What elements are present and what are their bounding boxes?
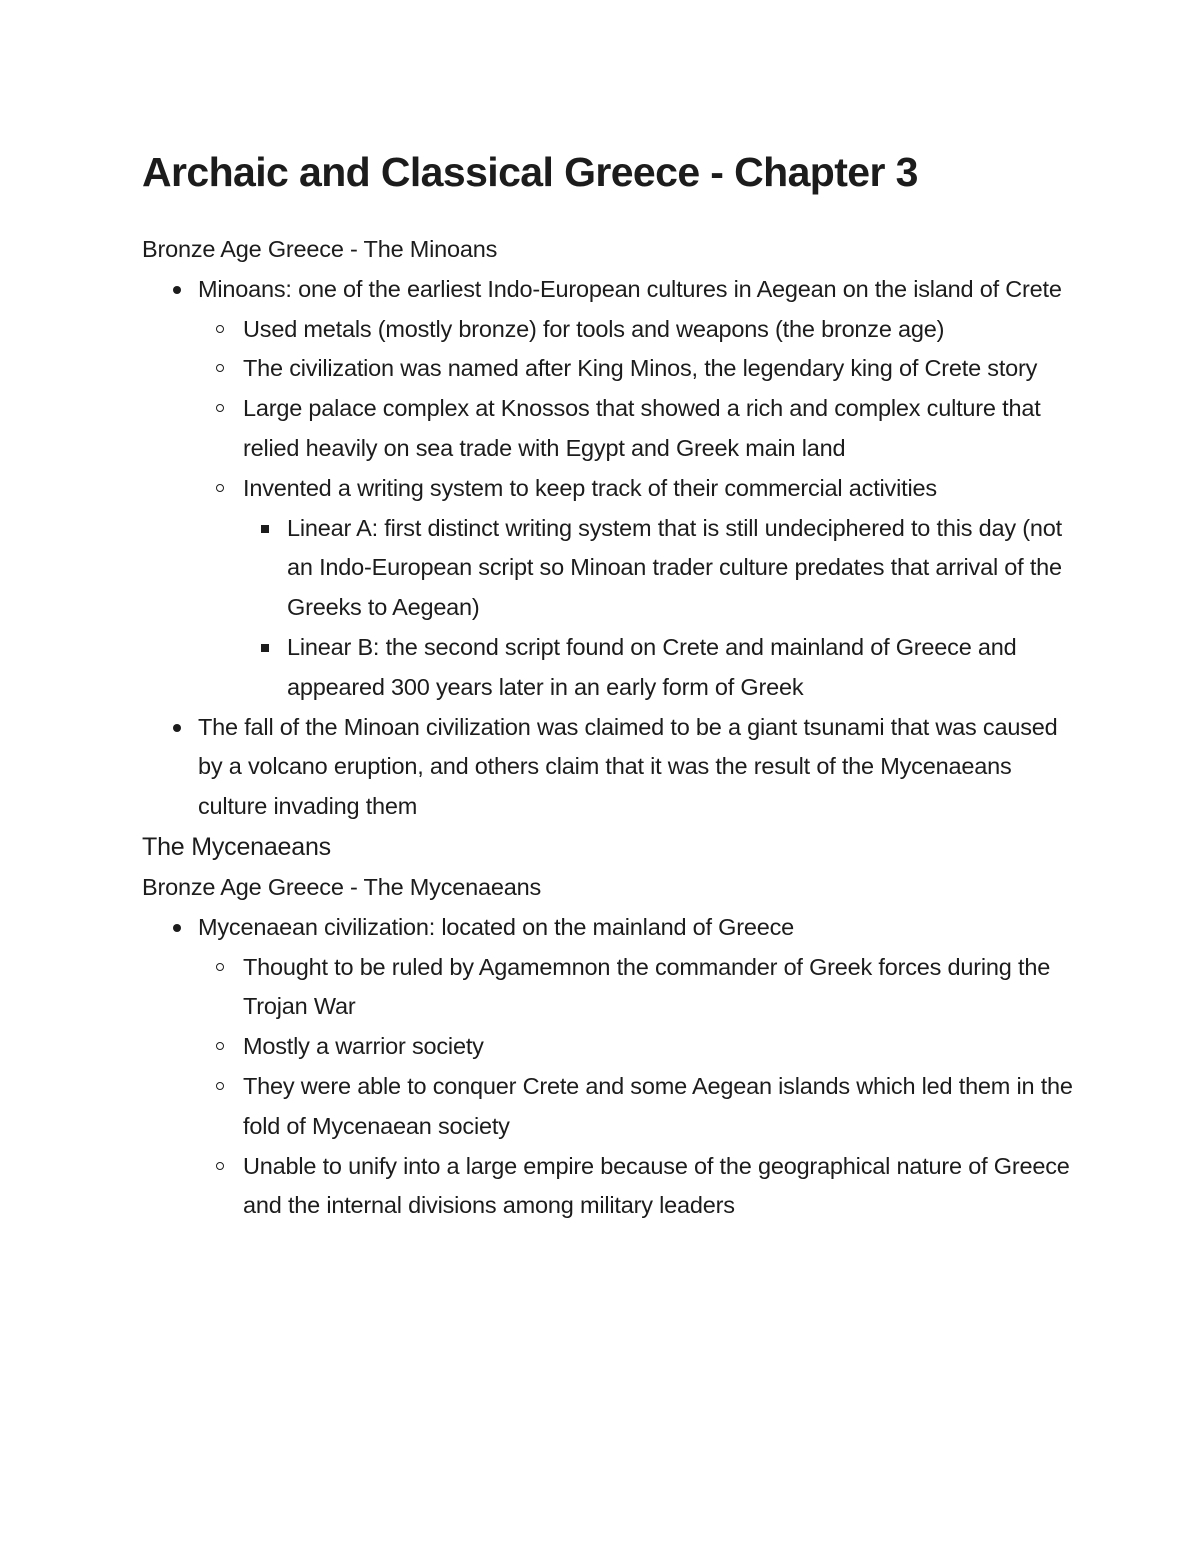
list-item-text: Invented a writing system to keep track of their commercial activities [243,474,937,501]
list-item [142,1147,1082,1227]
list-item-text: Minoans: one of the earliest Indo-European cultures in Aegean on the island of Crete [198,275,1062,302]
list-item [142,708,1082,827]
section-heading-bronze-age-mycenaeans: Bronze Age Greece - The Mycenaeans [142,873,542,900]
bullet-circle-icon [216,404,224,412]
list-item [142,1027,1082,1067]
minoans-list [142,270,1082,827]
list-item [142,509,1082,628]
document-content [142,230,1082,1226]
bullet-circle-icon [216,963,224,971]
bullet-circle-icon [216,325,224,333]
list-item [142,310,1082,350]
bullet-circle-icon [216,1162,224,1170]
list-item [142,270,1082,310]
list-item-text: The fall of the Minoan civilization was claimed to be a giant tsunami that was caused by a volcano eruption, and others claim that it was the result of the Mycenaeans culture invading them [198,713,1058,820]
list-item-text: Unable to unify into a large empire because of the geographical nature of Greece and the internal divisions among military leaders [243,1152,1070,1219]
bullet-square-icon [261,644,269,652]
list-item-text: The civilization was named after King Minos, the legendary king of Crete story [243,355,1038,382]
list-item [142,349,1082,389]
list-item [142,908,1082,948]
bullet-circle-icon [216,1082,224,1090]
bullet-dot-icon [173,286,181,294]
list-item-text: Large palace complex at Knossos that showed a rich and complex culture that relied heavily on sea trade with Egypt and Greek main land [243,395,1041,461]
list-item-text: Used metals (mostly bronze) for tools and weapons (the bronze age) [243,315,945,342]
bullet-dot-icon [173,924,181,932]
section-heading-mycenaeans: The Mycenaeans [142,832,331,861]
list-item [142,389,1082,469]
list-item-text: Linear B: the second script found on Crete and mainland of Greece and appeared 300 years later in an early form of Greek [287,633,1017,700]
list-item-text: Mostly a warrior society [243,1033,484,1060]
list-item-text: They were able to conquer Crete and some Aegean islands which led them in the fold of Mycenaean society [243,1072,1073,1139]
bullet-circle-icon [216,484,224,492]
page-title: Archaic and Classical Greece - Chapter 3 [142,149,918,195]
bullet-circle-icon [216,364,224,372]
list-item [142,628,1082,708]
list-item-text: Linear A: first distinct writing system that is still undeciphered to this day (not an Indo-European script so Minoan trader culture predates that arrival of the Greeks to Aegean) [287,514,1062,621]
mycenaeans-list [142,908,1082,1226]
list-item-text: Mycenaean civilization: located on the mainland of Greece [198,913,795,940]
list-item [142,469,1082,509]
list-item-text: Thought to be ruled by Agamemnon the commander of Greek forces during the Trojan War [243,953,1051,1020]
list-item [142,948,1082,1028]
list-item [142,1067,1082,1147]
bullet-square-icon [261,525,269,533]
bullet-dot-icon [173,724,181,732]
bullet-circle-icon [216,1042,224,1050]
section-heading-minoans: Bronze Age Greece - The Minoans [142,236,498,262]
